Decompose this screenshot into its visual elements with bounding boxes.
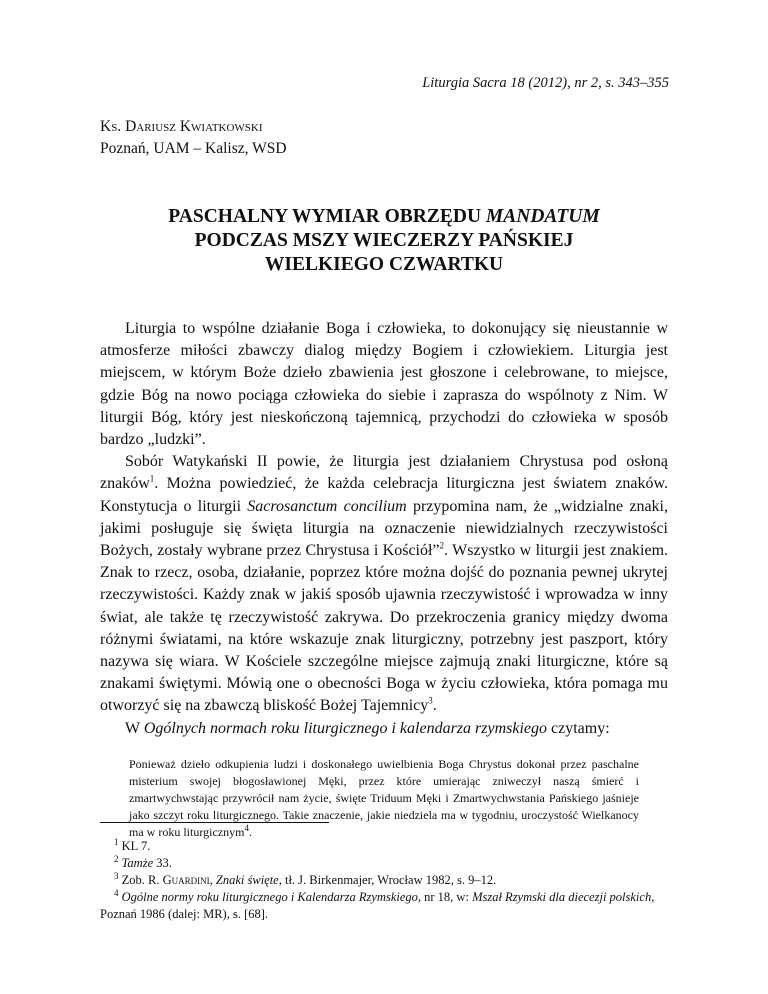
journal-citation: Liturgia Sacra 18 (2012), nr 2, s. 343–355 bbox=[422, 75, 669, 91]
p2-text-d: . Wszystko w liturgii jest znakiem. Znak to rzecz, osoba, działanie, poprzez które można dojść do poznania pewnej ukrytej rzeczywistości. Każdy znak w jakiś sposób ujawnia rzeczywistość i wprowadza w inny świat, ale także tę rzeczywistość zakrywa. Do przekroczenia granicy między dwoma różnymi światami, na które wskazuje znak liturgiczny, potrzebny jest paszport, który nazywa się wiara. W Kościele szczególne miejsce zajmują znaki liturgiczne, które są znakami świętymi. Mówią one o obecności Boga w życiu człowieka, która pomaga mu otworzyć się na zbawczą bliskość Bożej Tajemnicy bbox=[100, 542, 669, 715]
article-body bbox=[100, 318, 668, 740]
footnote-3-number: 3 bbox=[114, 870, 119, 881]
footnote-1-number: 1 bbox=[114, 836, 119, 847]
p3-text-a: W bbox=[125, 719, 144, 737]
footnote-4-italic-2: Mszał Rzymski dla diecezji polskich bbox=[472, 890, 652, 904]
footnote-4-number: 4 bbox=[114, 887, 119, 898]
title-line-3: WIELKIEGO CZWARTKU bbox=[264, 254, 504, 275]
footnote-3-text-c: , tł. J. Birkenmajer, Wrocław 1982, s. 9–12. bbox=[278, 873, 497, 887]
footnote-2 bbox=[100, 855, 668, 872]
author-block bbox=[100, 116, 287, 160]
footnote-ref-2[interactable]: 2 bbox=[439, 540, 445, 551]
paragraph-3 bbox=[100, 718, 668, 740]
p2-text-e: . bbox=[432, 697, 437, 715]
block-quote bbox=[129, 756, 639, 841]
footnote-ref-4[interactable]: 4 bbox=[244, 823, 249, 833]
paragraph-1: Liturgia to wspólne działanie Boga i człowieka, to dokonujący się nieustannie w atmosferze miłości zbawczy dialog między Bogiem i człowiekiem. Liturgia jest miejscem, w którym Boże dzieło zbawienia jest głoszone i celebrowane, to miejsce, gdzie Bóg na nowo pociąga człowieka do siebie i zaprasza do wspólnoty z Nim. W liturgii Bóg, który jest nieskończoną tajemnicą, przychodzi do człowieka w sposób bardzo „ludzki”. bbox=[100, 320, 668, 449]
quote-text: Ponieważ dzieło odkupienia ludzi i doskonałego uwielbienia Boga Chrystus dokonał przez paschalne misterium swojej błogosławionej Męki, przez które umierając zniweczył naszą śmierć i zmartwychwstając przywrócił nam życie, święte Triduum Męki i Zmartwychwstania Pańskiego jaśnieje jako szczyt roku liturgicznego. Takie znaczenie, jakie niedziela ma w tygodniu, uroczystość Wielkanocy ma w roku liturgicznym bbox=[129, 757, 639, 839]
footnote-2-text: 33. bbox=[153, 856, 172, 870]
footnotes bbox=[100, 838, 668, 923]
footnote-3-text-b: , bbox=[209, 873, 216, 887]
footnote-4 bbox=[100, 889, 668, 923]
footnote-4-text-b: , Poznań 1986 (dalej: MR), s. [68]. bbox=[100, 890, 655, 921]
footnote-2-italic: Tamże bbox=[121, 856, 154, 870]
author-last-name: Kwiatkowski bbox=[179, 118, 263, 135]
footnote-3-text-a: Zob. R. bbox=[118, 873, 163, 887]
author-prefix: Ks. bbox=[100, 118, 126, 135]
footnote-4-text-a: , nr 18, w: bbox=[417, 890, 473, 904]
footnote-1 bbox=[100, 838, 668, 855]
p3-italic-title: Ogólnych normach roku liturgicznego i kalendarza rzymskiego bbox=[143, 719, 548, 737]
title-line-1-italic: MANDATUM bbox=[485, 206, 600, 227]
footnote-3-italic: Znaki święte bbox=[215, 873, 279, 887]
title-line-2: PODCZAS MSZY WIECZERZY PAŃSKIEJ bbox=[194, 230, 574, 251]
p2-text-a: Sobór Watykański II powie, że liturgia jest działaniem Chrystusa pod osłoną znaków bbox=[100, 453, 668, 493]
p3-text-b: czytamy: bbox=[547, 719, 610, 737]
p2-italic-title: Sacrosanctum concilium bbox=[247, 497, 407, 515]
footnote-ref-1[interactable]: 1 bbox=[149, 474, 155, 485]
footnote-separator bbox=[100, 822, 329, 823]
title-line-1 bbox=[100, 205, 668, 229]
paragraph-2 bbox=[100, 451, 668, 717]
p2-text-b: . Można powiedzieć, że każda celebracja liturgiczna jest światem znaków. Konstytucja o liturgii bbox=[100, 475, 668, 515]
footnote-2-number: 2 bbox=[114, 853, 119, 864]
footnote-3 bbox=[100, 872, 668, 889]
footnote-3-author: Guardini bbox=[162, 873, 210, 887]
footnote-4-italic: Ogólne normy roku liturgicznego i Kalendarza Rzymskiego bbox=[121, 890, 418, 904]
p2-text-c: przypomina nam, że „widzialne znaki, jakimi posługuje się święta liturgia na oznaczenie niewidzialnych rzeczywistości Bożych, zostały wybrane przez Chrystusa i Kościół” bbox=[100, 497, 669, 560]
footnote-ref-3[interactable]: 3 bbox=[428, 696, 433, 707]
title-line-1-text: PASCHALNY WYMIAR OBRZĘDU bbox=[168, 206, 486, 227]
author-affiliation: Poznań, UAM – Kalisz, WSD bbox=[100, 140, 287, 157]
author-name bbox=[100, 116, 287, 138]
article-title bbox=[100, 205, 668, 277]
quote-end: . bbox=[248, 825, 252, 839]
footnote-1-text: KL 7. bbox=[118, 839, 151, 853]
author-first-name: Dariusz bbox=[125, 118, 180, 135]
